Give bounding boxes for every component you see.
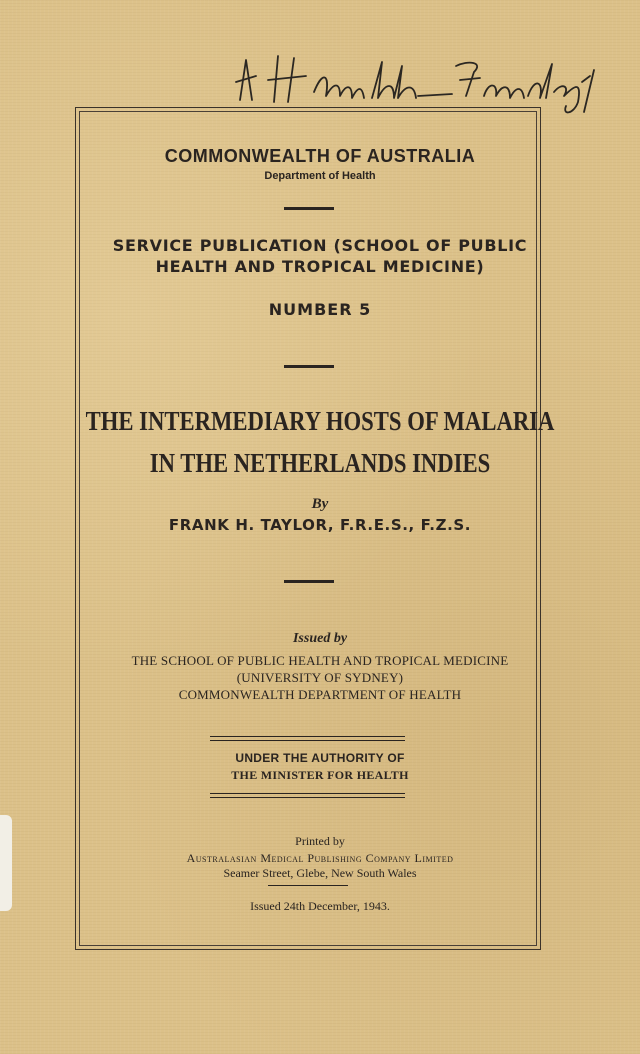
issued-label: Issued by xyxy=(292,631,348,646)
issue-date: Issued 24th December, 1943. xyxy=(250,899,390,913)
authority-line-1: UNDER THE AUTHORITY OF xyxy=(235,751,405,765)
header-country: COMMONWEALTH OF AUSTRALIA xyxy=(164,146,476,166)
handwritten-signature xyxy=(222,52,602,124)
title-line-2: IN THE NETHERLANDS INDIES xyxy=(149,448,491,478)
double-rule-bottom xyxy=(210,797,405,798)
issued-line-1: THE SCHOOL OF PUBLIC HEALTH AND TROPICAL MEDICINE xyxy=(131,653,509,668)
double-rule-top xyxy=(210,740,405,741)
header-department: Department of Health xyxy=(264,170,376,182)
author-name: FRANK H. TAYLOR, F.R.E.S., F.Z.S. xyxy=(168,516,472,534)
printer-address: Seamer Street, Glebe, New South Wales xyxy=(223,866,417,880)
divider xyxy=(284,580,334,583)
author-by: By xyxy=(311,496,329,512)
series-line-1: SERVICE PUBLICATION (SCHOOL OF PUBLIC xyxy=(112,236,528,255)
double-rule-top xyxy=(210,736,405,737)
double-rule-bottom xyxy=(210,793,405,794)
printer-company: Australasian Medical Publishing Company Limited xyxy=(186,851,454,865)
issued-line-2: (UNIVERSITY OF SYDNEY) xyxy=(236,670,404,685)
issued-line-3: COMMONWEALTH DEPARTMENT OF HEALTH xyxy=(178,687,462,702)
title-line-1: THE INTERMEDIARY HOSTS OF MALARIA xyxy=(85,406,555,436)
authority-line-2: THE MINISTER FOR HEALTH xyxy=(231,768,409,782)
divider xyxy=(284,207,334,210)
series-number: NUMBER 5 xyxy=(268,300,372,319)
series-line-2: HEALTH AND TROPICAL MEDICINE) xyxy=(155,257,485,276)
divider xyxy=(284,365,334,368)
divider-small xyxy=(268,885,348,886)
printer-label: Printed by xyxy=(295,834,345,848)
